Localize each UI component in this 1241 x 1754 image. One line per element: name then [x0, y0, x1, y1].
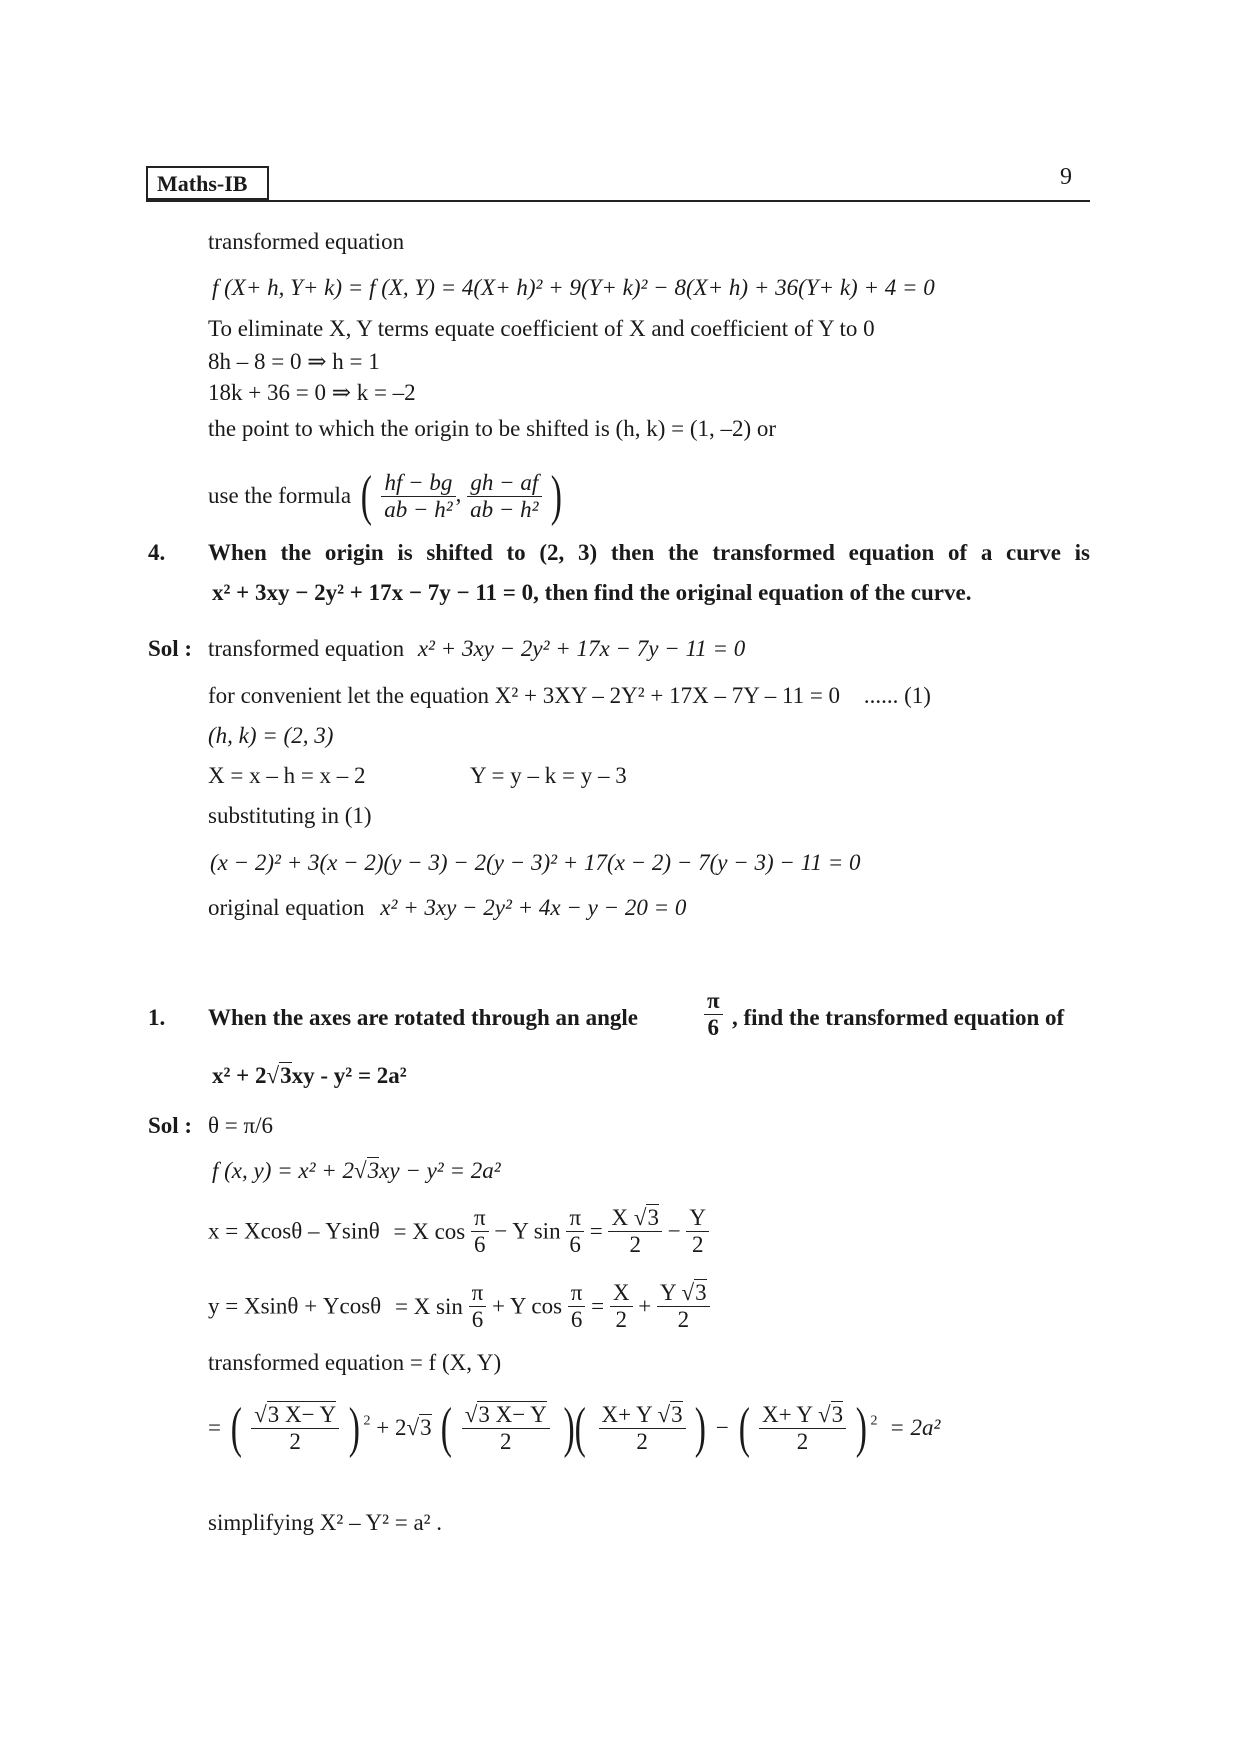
cont-line4: 18k + 36 = 0 ⇒ k = –2: [208, 380, 416, 405]
q1-y-mid1: = X sin: [394, 1293, 463, 1319]
q1-f-a: f (x, y) = x² + 2: [212, 1158, 355, 1183]
q1-sol-label: Sol :: [148, 1113, 193, 1138]
q1-theta: θ = π/6: [208, 1113, 273, 1138]
frac2-den: ab − h²: [467, 496, 541, 523]
frac1-num: hf − bg: [384, 469, 453, 495]
q4-s7-eq: x² + 3xy − 2y² + 4x − y − 20 = 0: [380, 895, 687, 920]
q4-sol-label: Sol :: [148, 636, 193, 661]
q1-equation: x² + 2√3xy - y² = 2a²: [212, 1063, 407, 1088]
q1-big-rhs: = 2a²: [889, 1415, 941, 1440]
cont-line5: the point to which the origin to be shifted is (h, k) = (1, –2) or: [208, 416, 777, 441]
q1-text1: When the axes are rotated through an angle: [208, 1005, 638, 1030]
q1-y-mid2: + Y cos: [492, 1293, 563, 1319]
formula-frac-1: [381, 470, 455, 523]
formula-line: use the formula ( $\frac{hf - bg}{\text{ab − h²}}$ , $\frac{gh - af}{\text{ab − h²}}$ ): [208, 465, 563, 527]
q1-angle: [704, 988, 723, 1041]
q4-s1-eq: x² + 3xy − 2y² + 17x − 7y − 11 = 0: [417, 636, 746, 661]
formula-prefix: use the formula: [208, 483, 352, 508]
cont-line3: 8h – 8 = 0 ⇒ h = 1: [208, 349, 380, 374]
q1-eq-b: xy - y² = 2a²: [291, 1063, 407, 1088]
formula-frac-2: [467, 470, 541, 523]
q4-s2-text: for convenient let the equation X² + 3XY – 2Y² + 17X – 7Y – 11 = 0: [208, 683, 841, 708]
frac2-num: gh − af: [470, 469, 539, 495]
q4-number: 4.: [148, 540, 166, 565]
q1-big-expression: = ( $\frac{√3 X- Y}{2}$ ) $^2$ + 2√3 ( $\frac{√3 X- Y}{2}$ )( $\frac{X+ Y √3}{2}$ ) − ( $\frac{X+ Y √3}{2}$ ) $^2$ = 2a²: [208, 1397, 941, 1459]
cont-eq1: f (X+ h, Y+ k) = f (X, Y) = 4(X+ h)² + 9(Y+ k)² − 8(X+ h) + 36(Y+ k) + 4 = 0: [212, 275, 935, 300]
q1-eq-root: 3: [280, 1063, 292, 1088]
q1-f: f (x, y) = x² + 2√3xy − y² = 2a²: [212, 1158, 501, 1183]
q1-eq-a: x² + 2: [212, 1063, 267, 1088]
q4-text1: When the origin is shifted to (2, 3) then the transformed equation of a curve is: [208, 540, 1090, 565]
q1-x-lhs: x = Xcosθ – Ysinθ: [208, 1218, 380, 1244]
q1-x-mid1: = X cos: [393, 1218, 466, 1244]
section-label-box: [146, 166, 269, 200]
cont-line1: transformed equation: [208, 229, 405, 254]
q4-s4a: X = x – h = x – 2: [208, 763, 366, 788]
q4-s6: (x − 2)² + 3(x − 2)(y − 3) − 2(y − 3)² + 17(x − 2) − 7(y − 3) − 11 = 0: [210, 850, 861, 875]
q4-s2-tag: ...... (1): [863, 683, 931, 708]
q1-f-b: xy − y² = 2a²: [379, 1158, 501, 1183]
q4-s4b: Y = y – k = y – 3: [470, 763, 627, 788]
q1-number: 1.: [148, 1005, 166, 1030]
q4-line2: [212, 580, 971, 606]
q4-s3: (h, k) = (2, 3): [208, 723, 334, 748]
q1-y-line: y = Xsinθ + Ycosθ = X sin $\frac{\pi}{6}$ + Y cos $\frac{\pi}{6}$ = $\frac{X}{2}$ + $\frac{Y √3}{2}$: [208, 1280, 710, 1333]
q1-y-lhs: y = Xsinθ + Ycosθ: [208, 1293, 382, 1319]
q1-x-mid2: − Y sin: [494, 1218, 561, 1244]
q1-angle-den: 6: [704, 1014, 723, 1041]
header-rule: [146, 200, 1090, 202]
q1-te: transformed equation = f (X, Y): [208, 1350, 502, 1375]
q1-x-line: x = Xcosθ – Ysinθ = X cos $\frac{\pi}{6}$ − Y sin $\frac{\pi}{6}$ = $\frac{X √3}{2}$ − $\frac{Y}{2}$: [208, 1205, 709, 1258]
cont-line2: To eliminate X, Y terms equate coefficient of X and coefficient of Y to 0: [208, 316, 875, 341]
q4-text2: , then find the original equation of the curve.: [533, 580, 972, 605]
frac1-den: ab − h²: [381, 496, 455, 523]
q1-f-root: 3: [367, 1158, 380, 1183]
q4-s7: [208, 895, 686, 921]
section-label: Maths-IB: [157, 171, 248, 196]
q1-text2: , find the transformed equation of: [732, 1005, 1065, 1030]
q4-s1-prefix: transformed equation: [208, 636, 405, 661]
q4-equation: x² + 3xy − 2y² + 17x − 7y − 11 = 0: [212, 580, 534, 605]
q1-angle-num: π: [707, 988, 720, 1013]
q4-s7-prefix: original equation: [208, 895, 365, 920]
q1-final: simplifying X² – Y² = a² .: [208, 1510, 443, 1535]
q4-s1: [208, 636, 745, 662]
q4-s2: [208, 683, 931, 709]
q4-s5: substituting in (1): [208, 803, 372, 828]
page-number: 9: [1060, 164, 1072, 190]
